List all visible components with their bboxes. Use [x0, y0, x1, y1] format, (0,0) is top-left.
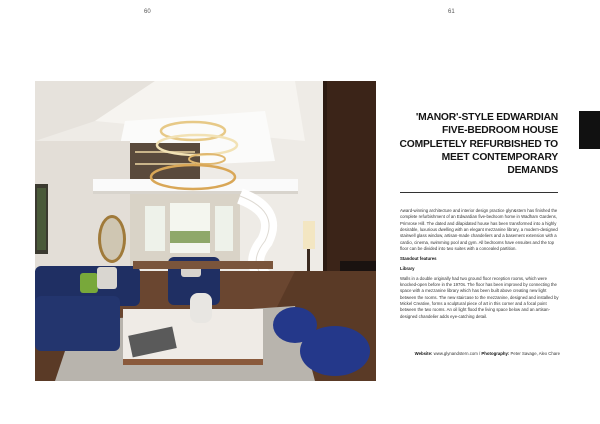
interior-photo: [35, 81, 376, 381]
credits: Website: www.glynandstern.com / Photography: Peter Savage, Alex Chare: [414, 351, 560, 356]
website-label: Website:: [414, 351, 433, 356]
article-body: [400, 208, 560, 324]
website-link[interactable]: www.glynandstern.com: [433, 351, 478, 356]
page-number-left: 60: [144, 9, 151, 15]
intro-paragraph: Award-winning architecture and interior design practice glyn&stern has finished the complete refurbishment of an Edwardian five-bedroom home in Wadham Gardens, Primrose Hill. The dated and dilapidated house has been transformed into a highly desirable, luxurious dwelling with an elegant mezzanine library, a modern-designed stairwell glass window, artisan-made chandeliers and a basement extension with a cardio, cinema, swimming pool and gym. All bedrooms have ensuites and the top floor can be divided into two suites with a concealed partition.: [400, 208, 558, 252]
page-number-right: 61: [448, 9, 455, 15]
standout-features-heading: Standout features: [400, 255, 437, 261]
photography-label: Photography:: [481, 351, 510, 356]
library-heading: Library: [400, 265, 415, 271]
divider: [400, 192, 558, 193]
section-tab: [579, 111, 600, 149]
library-paragraph: Walls in a double originally had two ground floor reception rooms, which were knocked-open before in the 1970s. The floor has been improved by connecting the space with a mezzanine library which has been built above creating new light between the rooms. The new staircase to the mezzanine, designed and installed by Mickel Creative, forms a sculptural piece of art in this corner and a focal point between the two rooms. An oil light flood the living space below and an artisan-designed chandelier adds eye-catching detail.: [400, 275, 559, 319]
article-headline: 'MANOR'-STYLE EDWARDIAN FIVE-BEDROOM HOUSE COMPLETELY REFURBISHED TO MEET CONTEMPORARY DEMANDS: [399, 112, 558, 177]
photography-credit: Peter Savage, Alex Chare: [510, 351, 560, 356]
